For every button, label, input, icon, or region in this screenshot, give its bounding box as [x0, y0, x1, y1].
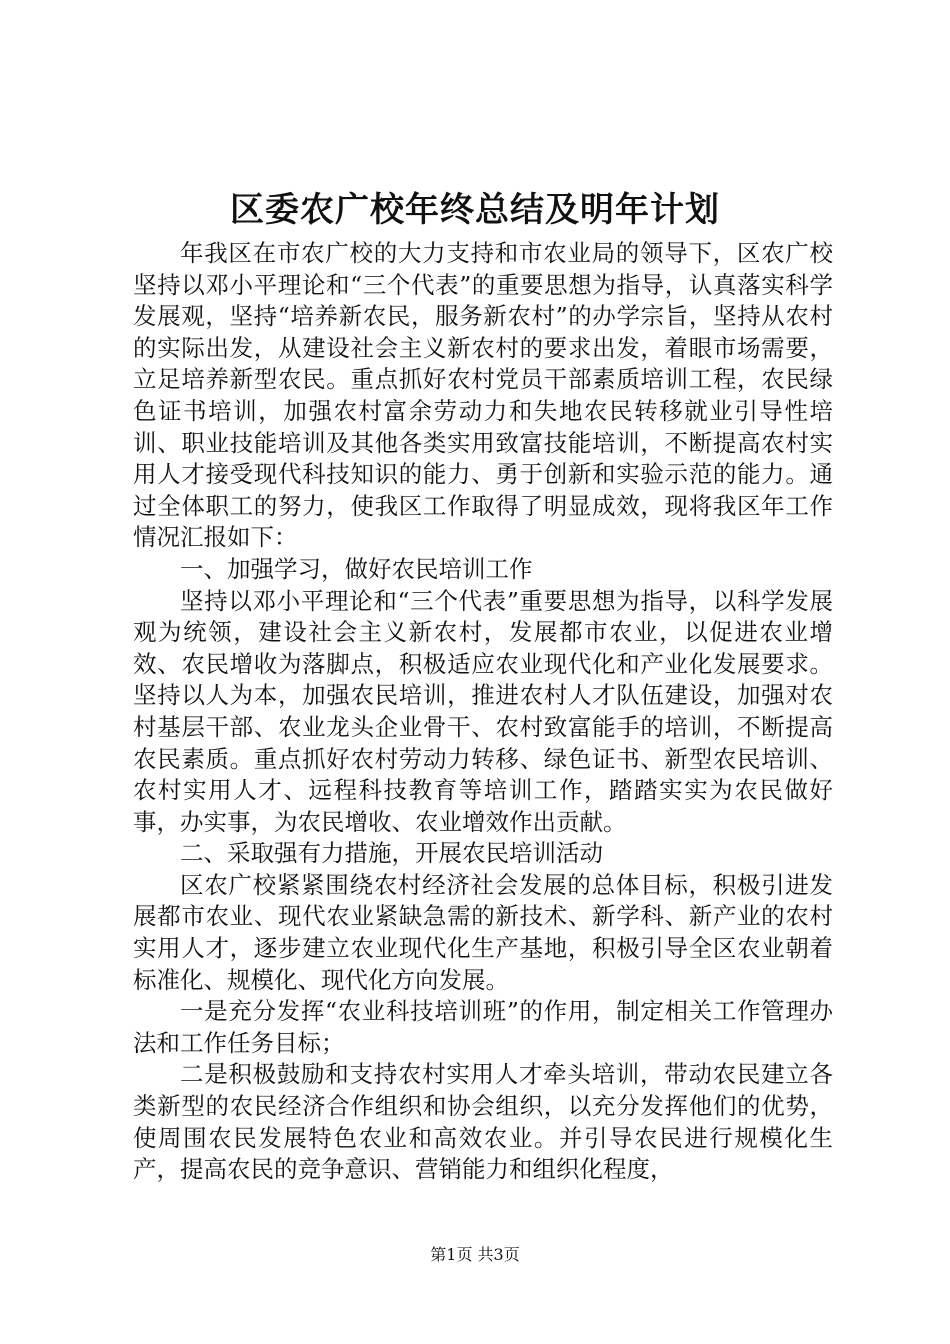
- section-heading-2: 二、采取强有力措施，开展农民培训活动: [180, 839, 603, 868]
- section-heading-1: 一、加强学习，做好农民培训工作: [180, 554, 533, 583]
- paragraph-section-1: 坚持以邓小平理论和“三个代表”重要思想为指导，以科学发展观为统领，建设社会主义新农村，发展都市农业，以促进农业增效、农民增收为落脚点，积极适应农业现代化和产业化发展要求。坚持以人为本，加强农民培训，推进农村人才队伍建设，加强对农村基层干部、农业龙头企业骨干、农村致富能手的培训，不断提高农民素质。重点抓好农村劳动力转移、绿色证书、新型农民培训、农村实用人才、远程科技教育等培训工作，踏踏实实为农民做好事，办实事，为农民增收、农业增效作出贡献。: [133, 586, 833, 836]
- document-title: 区委农广校年终总结及明年计划: [230, 190, 720, 230]
- paragraph-item-1: 一是充分发挥“农业科技培训班”的作用，制定相关工作管理办法和工作任务目标；: [133, 997, 833, 1057]
- document-body: [133, 238, 833, 1186]
- paragraph-intro: 年我区在市农广校的大力支持和市农业局的领导下，区农广校坚持以邓小平理论和“三个代表”的重要思想为指导，认真落实科学发展观，坚持“培养新农民，服务新农村”的办学宗旨，坚持从农村的实际出发，从建设社会主义新农村的要求出发，着眼市场需要，立足培养新型农民。重点抓好农村党员干部素质培训工程，农民绿色证书培训，加强农村富余劳动力和失地农民转移就业引导性培训、职业技能培训及其他各类实用致富技能培训，不断提高农村实用人才接受现代科技知识的能力、勇于创新和实验示范的能力。通过全体职工的努力，使我区工作取得了明显成效，现将我区年工作情况汇报如下：: [133, 239, 833, 552]
- page-footer: 第1页 共3页: [430, 1245, 520, 1264]
- paragraph-section-2: 区农广校紧紧围绕农村经济社会发展的总体目标，积极引进发展都市农业、现代农业紧缺急需的新技术、新学科、新产业的农村实用人才，逐步建立农业现代化生产基地，积极引导全区农业朝着标准化、规模化、现代化方向发展。: [133, 870, 833, 994]
- paragraph-item-2: 二是积极鼓励和支持农村实用人才牵头培训，带动农民建立各类新型的农民经济合作组织和协会组织，以充分发挥他们的优势，使周围农民发展特色农业和高效农业。并引导农民进行规模化生产，提高农民的竞争意识、营销能力和组织化程度，: [133, 1060, 833, 1184]
